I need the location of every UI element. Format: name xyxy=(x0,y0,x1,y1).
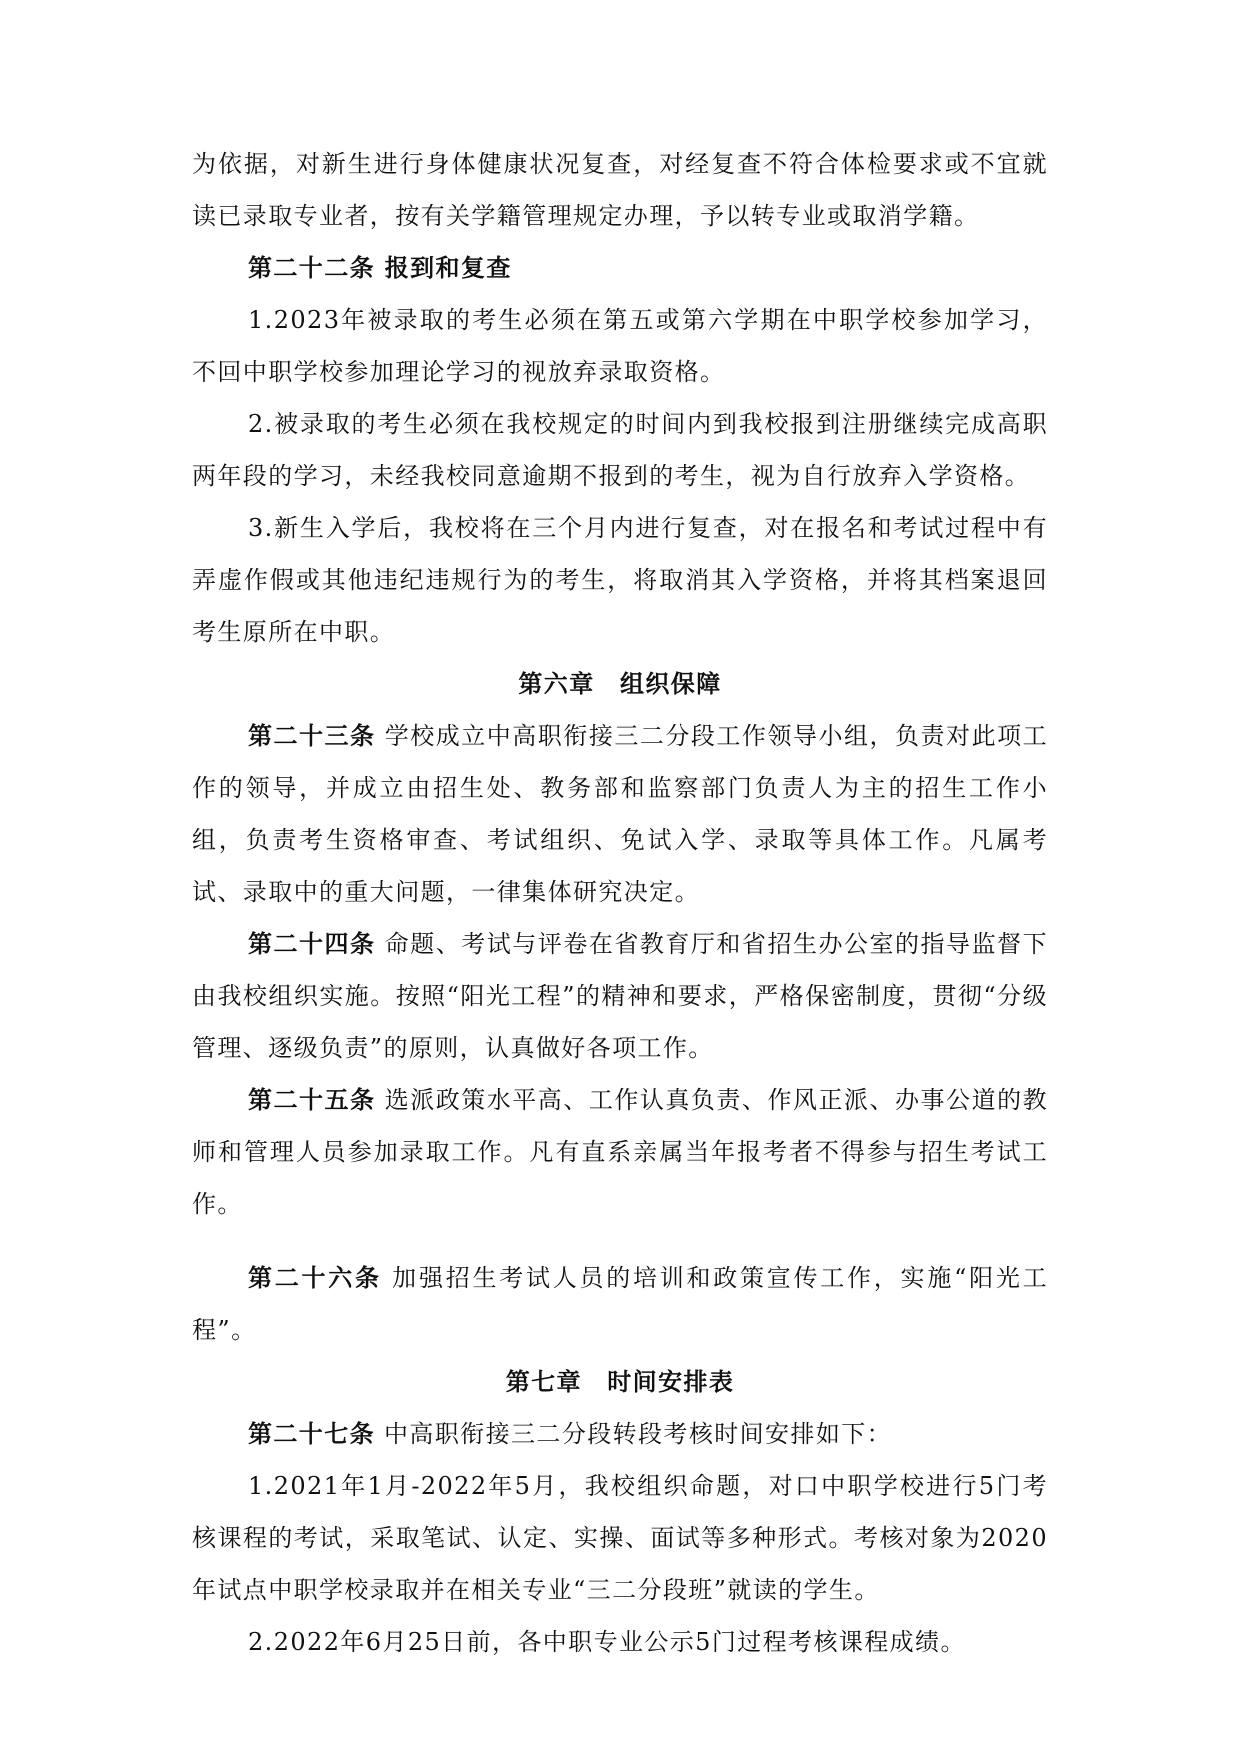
article-27 xyxy=(192,1408,1048,1460)
article-25-text: 选派政策水平高、工作认真负责、作风正派、办事公道的教师和管理人员参加录取工作。凡有直系亲属当年报考者不得参与招生考试工作。 xyxy=(192,1086,1048,1218)
article-23 xyxy=(192,710,1048,918)
article-23-text: 学校成立中高职衔接三二分段工作领导小组，负责对此项工作的领导，并成立由招生处、教务部和监察部门负责人为主的招生工作小组，负责考生资格审查、考试组织、免试入学、录取等具体工作。凡属考试、录取中的重大问题，一律集体研究决定。 xyxy=(192,722,1048,906)
article-27-item-2: 2.2022年6月25日前，各中职专业公示5门过程考核课程成绩。 xyxy=(248,1628,966,1656)
spacer xyxy=(192,1230,1048,1252)
article-22-title: 第二十二条 报到和复查 xyxy=(248,253,512,282)
article-24-label: 第二十四条 xyxy=(248,929,376,958)
article-25-label: 第二十五条 xyxy=(248,1085,376,1114)
chapter-6-heading: 第六章 组织保障 xyxy=(518,669,722,698)
article-27-item-1: 1.2021年1月-2022年5月，我校组织命题，对口中职学校进行5门考核课程的考试，采取笔试、认定、实操、面试等多种形式。考核对象为2020年试点中职学校录取并在相关专业“三二分段班”就读的学生。 xyxy=(192,1472,1048,1604)
article-24-text: 命题、考试与评卷在省教育厅和省招生办公室的指导监督下由我校组织实施。按照“阳光工程”的精神和要求，严格保密制度，贯彻“分级管理、逐级负责”的原则，认真做好各项工作。 xyxy=(192,930,1048,1062)
article-26-label: 第二十六条 xyxy=(248,1263,382,1292)
article-23-label: 第二十三条 xyxy=(248,721,376,750)
paragraph-health-recheck: 为依据，对新生进行身体健康状况复查，对经复查不符合体检要求或不宜就读已录取专业者，按有关学籍管理规定办理，予以转专业或取消学籍。 xyxy=(192,150,1048,230)
article-27-label: 第二十七条 xyxy=(248,1419,375,1448)
article-22-item-1: 1.2023年被录取的考生必须在第五或第六学期在中职学校参加学习，不回中职学校参加理论学习的视放弃录取资格。 xyxy=(192,306,1048,386)
document-page xyxy=(192,138,1048,1668)
chapter-7-heading: 第七章 时间安排表 xyxy=(505,1367,735,1396)
article-22-item-3: 3.新生入学后，我校将在三个月内进行复查，对在报名和考试过程中有弄虚作假或其他违纪违规行为的考生，将取消其入学资格，并将其档案退回考生原所在中职。 xyxy=(192,514,1048,646)
article-22-item-2: 2.被录取的考生必须在我校规定的时间内到我校报到注册继续完成高职两年段的学习，未经我校同意逾期不报到的考生，视为自行放弃入学资格。 xyxy=(192,410,1048,490)
article-24 xyxy=(192,918,1048,1074)
article-25 xyxy=(192,1074,1048,1230)
article-26-text: 加强招生考试人员的培训和政策宣传工作，实施“阳光工程”。 xyxy=(192,1264,1049,1344)
article-27-text: 中高职衔接三二分段转段考核时间安排如下： xyxy=(375,1420,893,1448)
article-26 xyxy=(192,1252,1048,1356)
